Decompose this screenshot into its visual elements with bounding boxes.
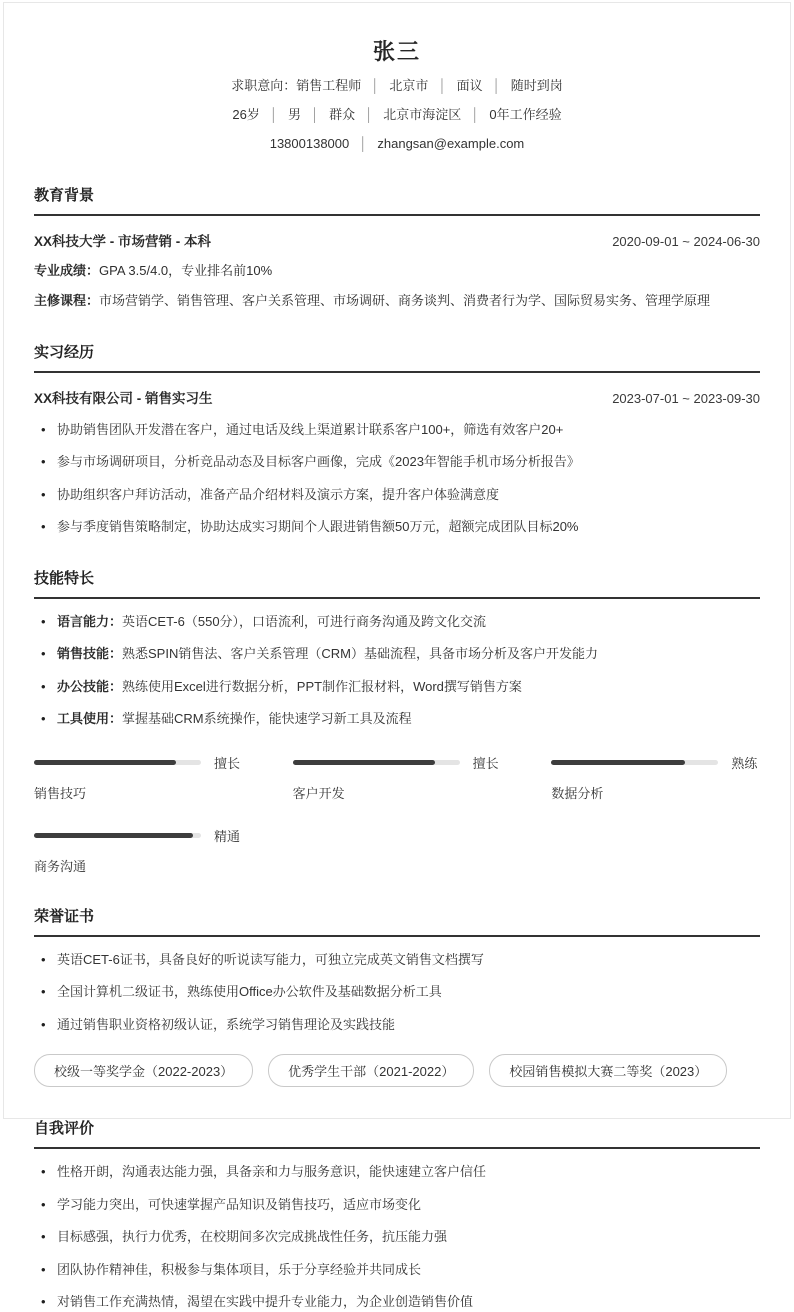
info-gender: 男 <box>287 107 301 123</box>
list-item <box>34 644 760 664</box>
skill-text: 英语CET-6（550分），口语流利，可进行商务沟通及跨文化交流 <box>122 613 487 629</box>
list-item <box>34 1227 760 1247</box>
internship-bullet-list <box>34 420 760 537</box>
list-item <box>34 982 760 1002</box>
evaluation-bullet-list <box>34 1162 760 1312</box>
internship-bullet-text: 参与季度销售策略制定，协助达成实习期间个人跟进销售额50万元，超额完成团队目标20% <box>57 519 579 535</box>
section-title-honors: 荣誉证书 <box>34 905 760 937</box>
bullet-icon: • <box>41 711 46 727</box>
list-item <box>34 485 760 505</box>
contact-email: zhangsan@example.com <box>377 136 525 152</box>
education-entry-head <box>34 230 760 250</box>
list-item <box>34 612 760 632</box>
list-item <box>34 452 760 472</box>
skill-bar-level: 擅长 <box>214 755 241 771</box>
education-courses-text: 市场营销学、销售管理、客户关系管理、市场调研、商务谈判、消费者行为学、国际贸易实务、管理学原理 <box>99 293 711 309</box>
separator: │ <box>359 136 368 152</box>
skills-bullet-list <box>34 612 760 729</box>
separator: │ <box>471 107 480 123</box>
bullet-icon: • <box>41 984 46 1000</box>
education-courses-label: 主修课程： <box>34 293 100 309</box>
internship-bullet-text: 协助销售团队开发潜在客户，通过电话及线上渠道累计联系客户100+，筛选有效客户20+ <box>57 421 564 437</box>
skill-label: 工具使用： <box>57 711 123 727</box>
skill-bar <box>34 753 243 802</box>
education-gpa-row <box>34 261 760 281</box>
evaluation-bullet-text: 对销售工作充满热情，渴望在实践中提升专业能力，为企业创造销售价值 <box>57 1294 474 1310</box>
job-intent-line <box>34 77 760 95</box>
skill-bar-track-row <box>293 753 502 772</box>
separator: │ <box>365 107 374 123</box>
bullet-icon: • <box>41 1164 46 1180</box>
bullet-icon: • <box>41 1261 46 1277</box>
job-intent-salary: 面议 <box>456 78 483 93</box>
honor-bullet-text: 通过销售职业资格初级认证，系统学习销售理论及实践技能 <box>57 1016 396 1032</box>
education-courses-row <box>34 291 760 311</box>
list-item <box>34 1292 760 1312</box>
list-item <box>34 1260 760 1280</box>
skill-bar <box>293 753 502 802</box>
bullet-icon: • <box>41 486 46 502</box>
bullet-icon: • <box>41 421 46 437</box>
list-item <box>34 1195 760 1215</box>
internship-company-role: XX科技有限公司 - 销售实习生 <box>34 390 213 406</box>
skill-bar-track-row <box>551 753 760 772</box>
skill-bar-track <box>293 760 460 765</box>
bullet-icon: • <box>41 1294 46 1310</box>
honor-badge: 优秀学生干部（2021-2022） <box>268 1054 474 1087</box>
evaluation-bullet-text: 性格开朗，沟通表达能力强，具备亲和力与服务意识，能快速建立客户信任 <box>57 1164 487 1180</box>
skill-bar-track-row <box>34 826 243 845</box>
section-honors <box>34 905 760 1088</box>
bullet-icon: • <box>41 613 46 629</box>
separator: │ <box>438 78 447 93</box>
info-location: 北京市海淀区 <box>383 107 462 123</box>
skill-bar-track <box>551 760 718 765</box>
section-title-evaluation: 自我评价 <box>34 1117 760 1149</box>
skill-bars-grid <box>34 753 760 875</box>
section-internship <box>34 341 760 537</box>
section-title-education: 教育背景 <box>34 184 760 216</box>
education-school-major-degree: XX科技大学 - 市场营销 - 本科 <box>34 233 212 249</box>
list-item <box>34 950 760 970</box>
section-title-internship: 实习经历 <box>34 341 760 373</box>
contact-phone: 13800138000 <box>269 136 350 152</box>
internship-bullet-text: 参与市场调研项目，分析竞品动态及目标客户画像，完成《2023年智能手机市场分析报告》 <box>57 454 580 470</box>
honor-bullet-text: 英语CET-6证书，具备良好的听说读写能力，可独立完成英文销售文档撰写 <box>57 951 484 967</box>
bullet-icon: • <box>41 519 46 535</box>
skill-bar <box>551 753 760 802</box>
section-title-skills: 技能特长 <box>34 567 760 599</box>
internship-bullet-text: 协助组织客户拜访活动，准备产品介绍材料及演示方案，提升客户体验满意度 <box>57 486 500 502</box>
skill-bar-level: 精通 <box>214 828 241 844</box>
skill-label: 销售技能： <box>57 646 123 662</box>
evaluation-bullet-text: 学习能力突出，可快速掌握产品知识及销售技巧，适应市场变化 <box>57 1196 422 1212</box>
skill-bar-track <box>34 833 201 838</box>
skill-bar-name: 数据分析 <box>551 785 604 801</box>
separator: │ <box>310 107 320 123</box>
skill-label: 语言能力： <box>57 613 123 629</box>
education-date-range: 2020-09-01 ~ 2024-06-30 <box>612 233 760 249</box>
skill-bar-fill <box>551 760 685 765</box>
info-age: 26岁 <box>232 107 260 123</box>
internship-entry-head <box>34 387 760 407</box>
education-gpa-label: 专业成绩： <box>34 262 100 278</box>
bullet-icon: • <box>41 951 46 967</box>
skill-bar-fill <box>34 833 193 838</box>
evaluation-bullet-text: 目标感强，执行力优秀，在校期间多次完成挑战性任务，抗压能力强 <box>57 1229 448 1245</box>
skill-bar-track-row <box>34 753 243 772</box>
skill-bar-name: 客户开发 <box>292 785 345 801</box>
list-item <box>34 1015 760 1035</box>
personal-info-line <box>34 106 760 124</box>
skill-bar-fill <box>293 760 435 765</box>
bullet-icon: • <box>41 454 46 470</box>
separator: │ <box>371 78 380 93</box>
skill-bar-track <box>34 760 201 765</box>
skill-bar <box>34 826 243 875</box>
separator: │ <box>492 78 501 93</box>
job-intent-position: 销售工程师 <box>296 78 362 93</box>
honor-badges-row <box>34 1054 760 1087</box>
skill-text: 掌握基础CRM系统操作，能快速学习新工具及流程 <box>122 711 412 727</box>
job-intent-city: 北京市 <box>389 78 429 93</box>
separator: │ <box>269 107 278 123</box>
resume-page <box>3 2 791 1310</box>
skill-text: 熟悉SPIN销售法、客户关系管理（CRM）基础流程，具备市场分析及客户开发能力 <box>122 646 598 662</box>
honor-badge: 校园销售模拟大赛二等奖（2023） <box>489 1054 727 1087</box>
list-item <box>34 709 760 729</box>
skill-label: 办公技能： <box>57 678 123 694</box>
skill-bar-level: 熟练 <box>731 755 758 771</box>
job-intent-label: 求职意向： <box>231 78 297 93</box>
honors-bullet-list <box>34 950 760 1035</box>
info-experience: 0年工作经验 <box>489 107 562 123</box>
candidate-name: 张三 <box>372 39 421 64</box>
bullet-icon: • <box>41 646 46 662</box>
list-item <box>34 1162 760 1182</box>
section-education <box>34 184 760 311</box>
skill-bar-name: 销售技巧 <box>34 785 87 801</box>
section-evaluation <box>34 1117 760 1312</box>
bullet-icon: • <box>41 678 46 694</box>
bullet-icon: • <box>41 1196 46 1212</box>
skill-bar-level: 擅长 <box>472 755 499 771</box>
resume-header <box>34 35 760 154</box>
education-gpa-text: GPA 3.5/4.0，专业排名前10% <box>99 262 273 278</box>
skill-text: 熟练使用Excel进行数据分析，PPT制作汇报材料，Word撰写销售方案 <box>122 678 522 694</box>
list-item <box>34 517 760 537</box>
list-item <box>34 420 760 440</box>
honor-badge: 校级一等奖学金（2022-2023） <box>34 1054 253 1087</box>
job-intent-availability: 随时到岗 <box>510 78 563 93</box>
internship-date-range: 2023-07-01 ~ 2023-09-30 <box>612 390 760 406</box>
list-item <box>34 677 760 697</box>
evaluation-bullet-text: 团队协作精神佳，积极参与集体项目，乐于分享经验并共同成长 <box>57 1261 422 1277</box>
contact-line <box>34 135 760 153</box>
section-skills <box>34 567 760 875</box>
skill-bar-name: 商务沟通 <box>34 858 87 874</box>
honor-bullet-text: 全国计算机二级证书，熟练使用Office办公软件及基础数据分析工具 <box>57 984 442 1000</box>
info-political-status: 群众 <box>329 107 356 123</box>
bullet-icon: • <box>41 1229 46 1245</box>
bullet-icon: • <box>41 1016 46 1032</box>
skill-bar-fill <box>34 760 176 765</box>
